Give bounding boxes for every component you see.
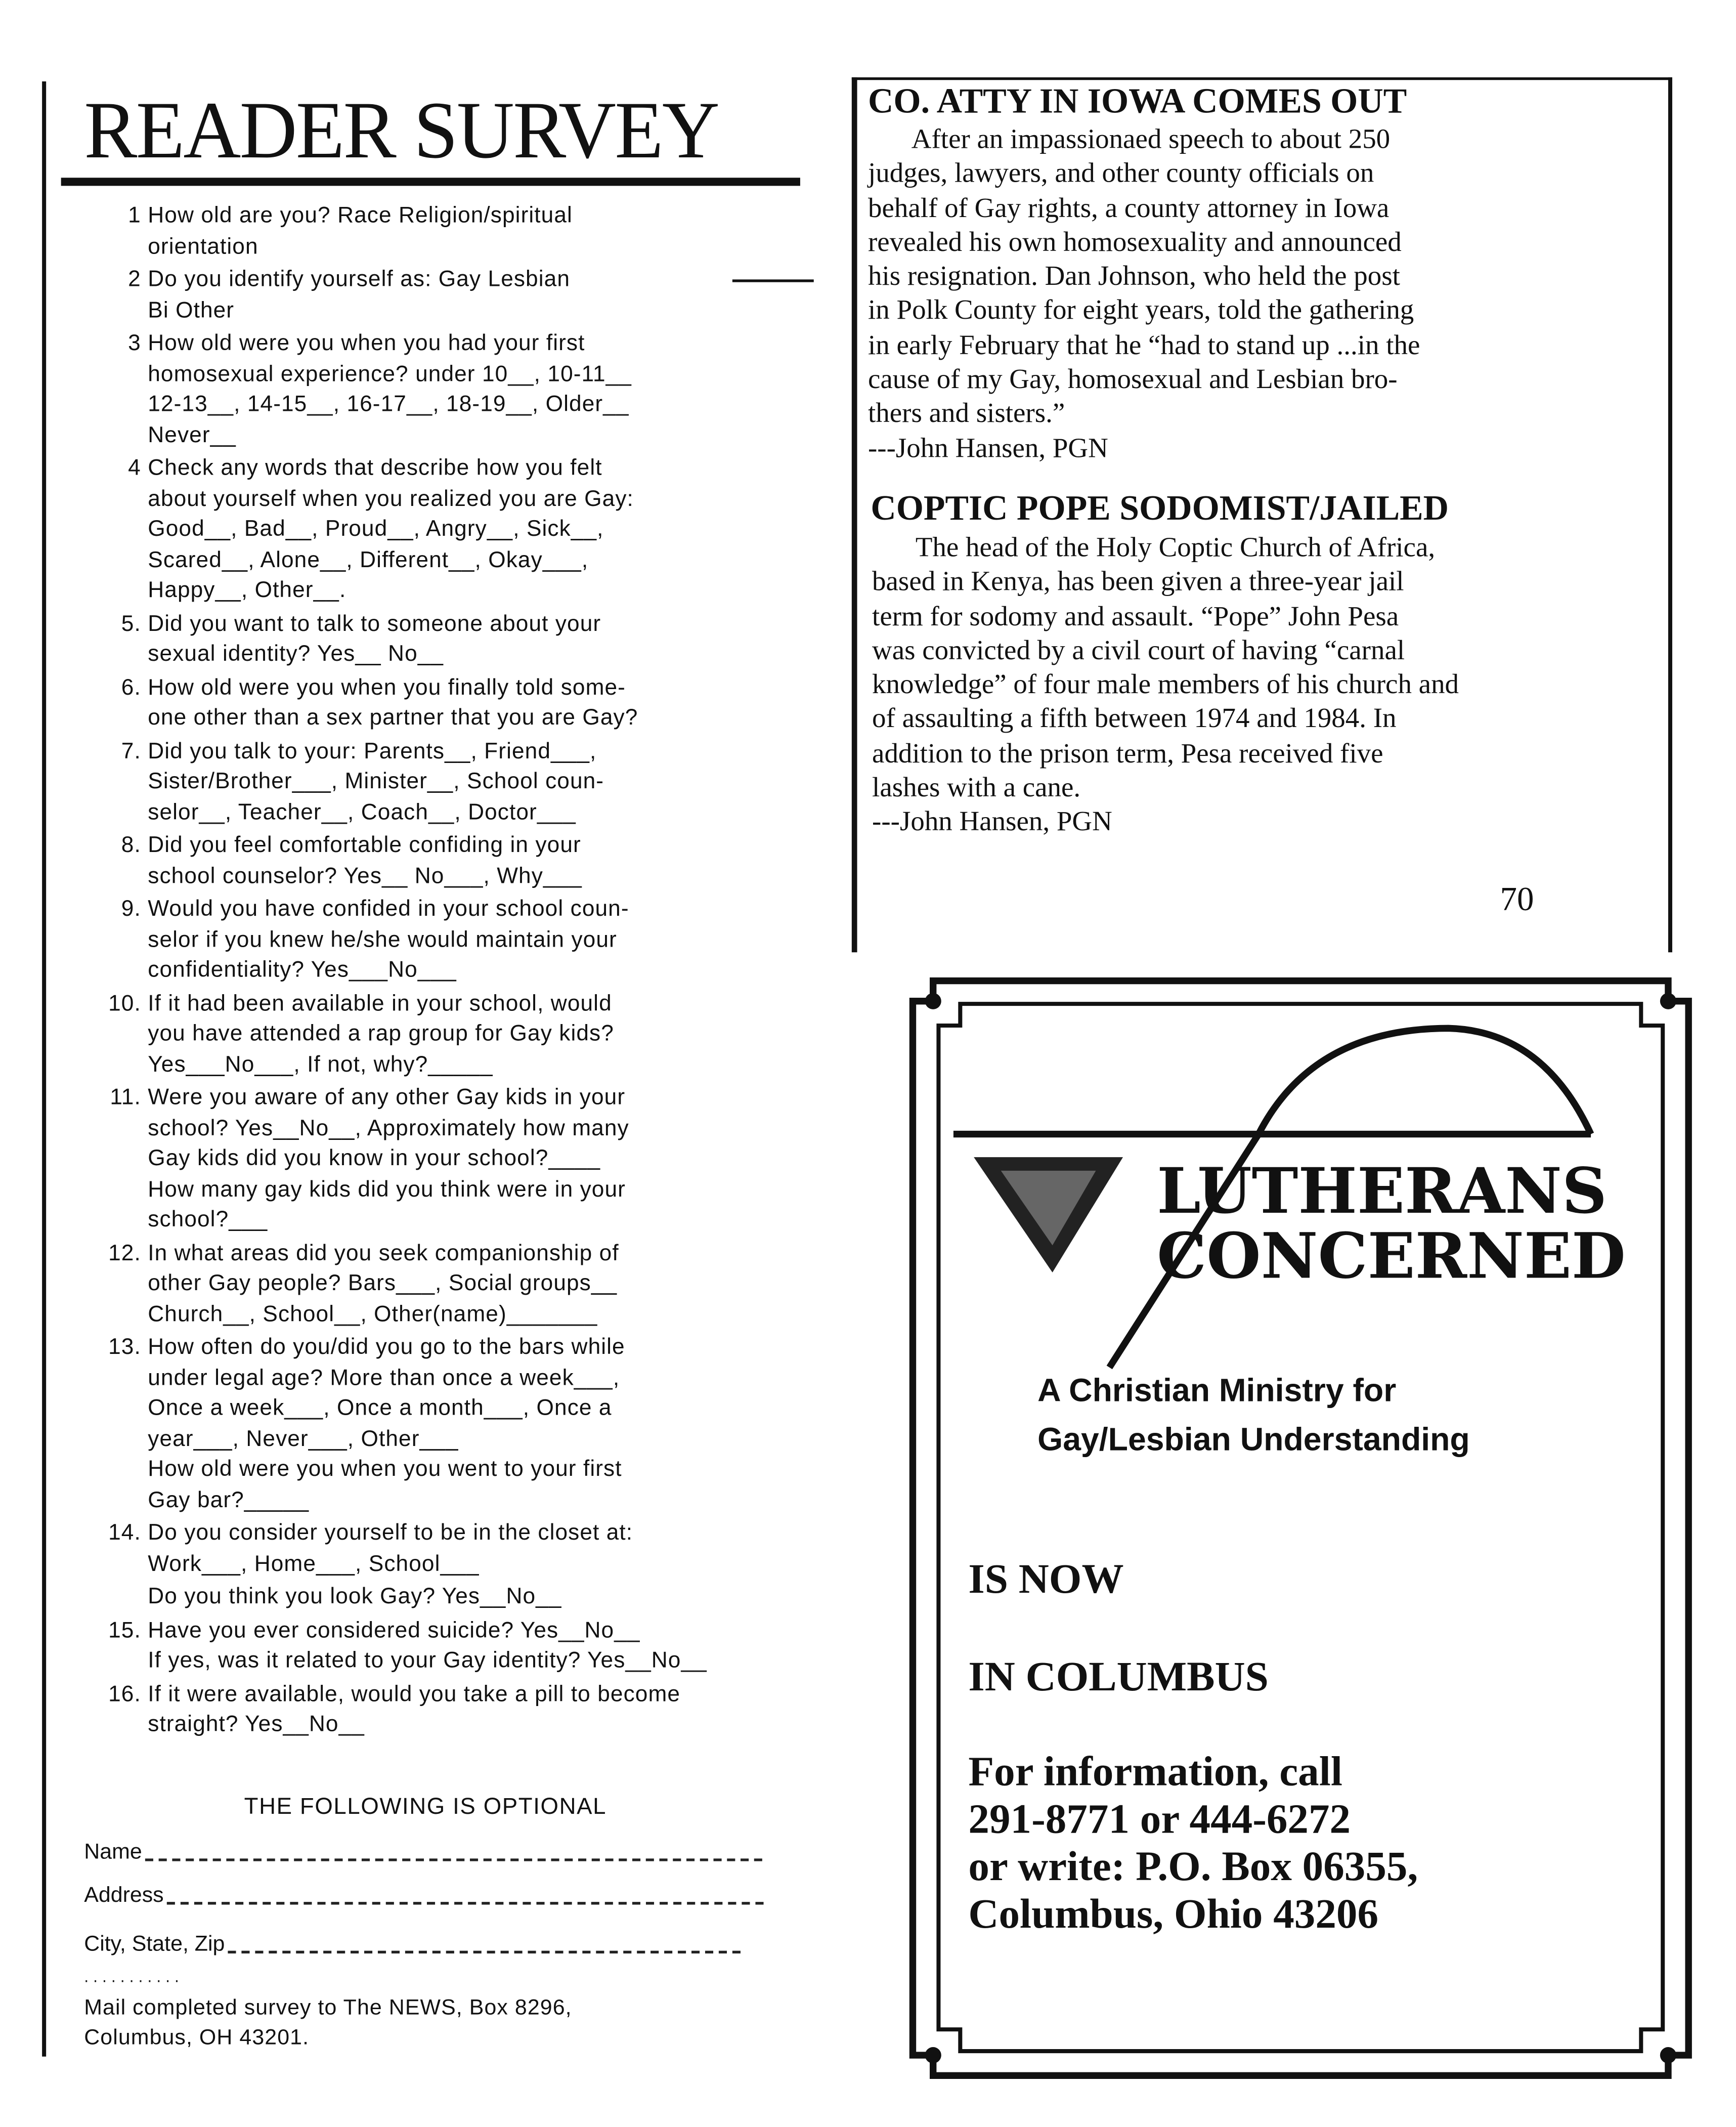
- question-line: Would you have confided in your school coun-: [148, 897, 629, 921]
- question-number: 4: [128, 455, 141, 481]
- question-line: Happy__, Other__.: [148, 578, 346, 603]
- question-line: Gay bar?_____: [148, 1487, 310, 1512]
- question-line: under legal age? More than once a week___,: [148, 1365, 620, 1390]
- address-field[interactable]: [84, 1883, 763, 1909]
- org-name-line: CONCERNED: [1157, 1219, 1626, 1293]
- question-text: [148, 830, 582, 891]
- article-byline: ---John Hansen, PGN: [872, 807, 1112, 838]
- question-line: confidentiality? Yes___No___: [148, 957, 457, 983]
- left-margin-rule: [42, 81, 46, 2057]
- question-text: [148, 265, 570, 326]
- question-number: 12.: [108, 1241, 141, 1265]
- question-line: In what areas did you seek companionship of: [148, 1241, 619, 1265]
- question-line: If it had been available in your school, would: [148, 991, 612, 1015]
- question-text: [148, 736, 604, 828]
- question-line: school? Yes__No__, Approximately how many: [148, 1116, 629, 1140]
- org-name: [1157, 1154, 1626, 1293]
- article2-headline: COPTIC POPE SODOMIST/JAILED: [871, 488, 1449, 528]
- org-name-line: LUTHERANS: [1157, 1154, 1607, 1228]
- question-number: 13.: [108, 1335, 141, 1359]
- survey-question: [81, 736, 814, 828]
- question-number: 2: [128, 267, 141, 292]
- phone-numbers: 291-8771 or 444-6272: [968, 1795, 1351, 1843]
- news-box-left-border: [852, 77, 857, 952]
- lutherans-concerned-ad: [906, 974, 1695, 2082]
- article-line: based in Kenya, has been given a three-year jail: [872, 567, 1404, 598]
- mail-line: Mail completed survey to The NEWS, Box 8296,: [84, 1996, 572, 2020]
- is-now: IS NOW: [968, 1554, 1124, 1602]
- question-line: How old were you when you went to your first: [148, 1457, 622, 1481]
- question-line: one other than a sex partner that you are Gay?: [148, 705, 638, 730]
- question-text: [148, 1518, 633, 1579]
- contact-line: For information, call: [968, 1747, 1342, 1795]
- article-line: After an impassionaed speech to about 250: [911, 124, 1391, 155]
- article1-body: [868, 123, 1420, 466]
- article-line: lashes with a cane.: [872, 773, 1081, 803]
- article-byline: ---John Hansen, PGN: [868, 434, 1108, 464]
- survey-question: [81, 830, 814, 891]
- question-line: about yourself when you realized you are Gay:: [148, 486, 634, 511]
- article-line: behalf of Gay rights, a county attorney in Iowa: [868, 193, 1390, 224]
- survey-question: [81, 1518, 814, 1579]
- survey-question: [81, 672, 814, 734]
- article-line: of assaulting a fifth between 1974 and 1984. In: [872, 704, 1397, 735]
- in-columbus: IN COLUMBUS: [968, 1652, 1269, 1700]
- news-box-right-border: [1668, 77, 1672, 952]
- question-text: [148, 1615, 707, 1676]
- question-text: [148, 1238, 619, 1330]
- city-state-zip-blank[interactable]: [228, 1951, 741, 1953]
- survey-title: READER SURVEY: [84, 85, 719, 175]
- question-number: 11.: [110, 1085, 141, 1110]
- survey-question: [81, 1615, 814, 1676]
- question-number: 16.: [108, 1681, 141, 1706]
- survey-question: [81, 453, 814, 606]
- question-number: 9.: [121, 897, 141, 921]
- title-underline: [61, 178, 800, 186]
- question-number: 1: [128, 203, 141, 228]
- question-text: [148, 1332, 625, 1515]
- question-text: [148, 609, 601, 670]
- article-line: in early February that he “had to stand up ...in the: [868, 330, 1420, 361]
- question-line: Scared__, Alone__, Different__, Okay___,: [148, 547, 589, 572]
- address-label: Address: [84, 1884, 164, 1907]
- logo-arc: [1258, 1028, 1591, 1134]
- question-line: homosexual experience? under 10__, 10-11__: [148, 361, 632, 386]
- page-number: 70: [1500, 881, 1534, 919]
- name-blank[interactable]: [145, 1858, 762, 1861]
- article-line: addition to the prison term, Pesa received five: [872, 739, 1383, 769]
- question-line: Did you talk to your: Parents__, Friend___,: [148, 738, 597, 763]
- article-line: in Polk County for eight years, told the gathering: [868, 296, 1414, 326]
- survey-question: [81, 201, 814, 262]
- survey-question: [81, 988, 814, 1080]
- city-state-zip-label: City, State, Zip: [84, 1933, 225, 1956]
- tagline-line: A Christian Ministry for: [1037, 1373, 1397, 1410]
- survey-question: [81, 328, 814, 450]
- question-line: orientation: [148, 234, 258, 259]
- city-state-zip-field[interactable]: [84, 1932, 740, 1958]
- question-line: Did you feel comfortable confiding in your: [148, 833, 581, 858]
- question-number: 15.: [108, 1618, 141, 1642]
- question-line: Did you want to talk to someone about your: [148, 611, 601, 636]
- question-text: [148, 1083, 629, 1236]
- question-number: 6.: [121, 674, 141, 700]
- article-line: was convicted by a civil court of having “carnal: [872, 636, 1405, 666]
- question-line: Bi Other: [148, 297, 235, 322]
- question-text: [148, 1679, 680, 1740]
- survey-question: [81, 609, 814, 670]
- article-line: thers and sisters.”: [868, 399, 1065, 430]
- article-line: judges, lawyers, and other county officials on: [868, 159, 1374, 189]
- article-line: cause of my Gay, homosexual and Lesbian bro-: [868, 365, 1398, 395]
- question-line: Do you identify yourself as: Gay Lesbian: [148, 267, 571, 292]
- survey-question: [81, 894, 814, 986]
- question-line: school?___: [148, 1207, 268, 1232]
- mail-instructions: [84, 1994, 572, 2054]
- question-line: 12-13__, 14-15__, 16-17__, 18-19__, Older__: [148, 392, 629, 417]
- news-box-top-border: [852, 77, 1672, 80]
- question-line: other Gay people? Bars___, Social groups__: [148, 1271, 618, 1296]
- question-line: Do you think you look Gay? Yes__No__: [148, 1584, 562, 1609]
- question-text: [148, 672, 638, 734]
- contact-line: Columbus, Ohio 43206: [968, 1889, 1379, 1937]
- question-line: Gay kids did you know in your school?____: [148, 1146, 601, 1171]
- question-line: sexual identity? Yes__ No__: [148, 642, 444, 666]
- question-line: Good__, Bad__, Proud__, Angry__, Sick__,: [148, 517, 604, 541]
- question-line: How old are you? Race Religion/spiritual: [148, 203, 573, 228]
- question-line: If it were available, would you take a pill to become: [148, 1681, 681, 1706]
- name-field[interactable]: [84, 1840, 762, 1865]
- question-number: 7.: [121, 738, 141, 763]
- question-number: 10.: [108, 991, 141, 1015]
- question-number: 8.: [121, 833, 141, 858]
- question-line: Work___, Home___, School___: [148, 1551, 480, 1576]
- article-line: his resignation. Dan Johnson, who held the post: [868, 262, 1400, 292]
- survey-question: [81, 1083, 814, 1236]
- survey-question: [81, 1238, 814, 1330]
- question-text: [148, 201, 573, 262]
- article-line: The head of the Holy Coptic Church of Africa,: [915, 533, 1436, 563]
- article-line: term for sodomy and assault. “Pope” John Pesa: [872, 602, 1399, 632]
- survey-question: [81, 265, 814, 326]
- question-line: selor if you knew he/she would maintain your: [148, 927, 617, 952]
- survey-question: [81, 1332, 814, 1515]
- article-line: revealed his own homosexuality and announced: [868, 228, 1402, 258]
- question-line: Were you aware of any other Gay kids in your: [148, 1085, 626, 1110]
- question-text: [148, 1582, 561, 1612]
- survey-question: [81, 1582, 814, 1612]
- question-line: straight? Yes__No__: [148, 1712, 365, 1736]
- question-number: 3: [128, 331, 141, 356]
- question-number: 14.: [108, 1520, 141, 1545]
- question-line: school counselor? Yes__ No___, Why___: [148, 863, 582, 888]
- dotted-separator: . . . . . . . . . . .: [84, 1967, 179, 1986]
- mail-line: Columbus, OH 43201.: [84, 2026, 310, 2050]
- contact-line: or write: P.O. Box 06355,: [968, 1842, 1418, 1890]
- tagline-line: Gay/Lesbian Understanding: [1037, 1421, 1470, 1459]
- question-line: How often do you/did you go to the bars while: [148, 1335, 625, 1359]
- question-text: [148, 453, 634, 606]
- article-line: knowledge” of four male members of his church and: [872, 670, 1459, 701]
- question-line: Church__, School__, Other(name)_______: [148, 1301, 598, 1326]
- question-line: Never__: [148, 422, 236, 447]
- question-line: If yes, was it related to your Gay identity? Yes__No__: [148, 1648, 707, 1673]
- question-line: Once a week___, Once a month___, Once a: [148, 1396, 612, 1421]
- question-line: Check any words that describe how you felt: [148, 455, 602, 481]
- question-line: How old were you when you had your first: [148, 331, 585, 356]
- question-number: [81, 1582, 148, 1612]
- question-line: How old were you when you finally told some-: [148, 674, 626, 700]
- optional-heading: THE FOLLOWING IS OPTIONAL: [244, 1793, 607, 1819]
- article2-body: [872, 532, 1459, 840]
- contact-info: [968, 1747, 1418, 1937]
- name-label: Name: [84, 1841, 142, 1864]
- question-line: How many gay kids did you think were in your: [148, 1176, 626, 1202]
- article1-headline: CO. ATTY IN IOWA COMES OUT: [868, 81, 1407, 121]
- question-line: Sister/Brother___, Minister__, School coun-: [148, 769, 604, 794]
- question-text: [148, 988, 614, 1080]
- question-number: 5.: [121, 611, 141, 636]
- question-line: Have you ever considered suicide? Yes__No__: [148, 1618, 640, 1642]
- question-line: Do you consider yourself to be in the closet at:: [148, 1520, 633, 1545]
- address-blank[interactable]: [166, 1902, 763, 1904]
- question-text: [148, 894, 629, 986]
- question-line: selor__, Teacher__, Coach__, Doctor___: [148, 799, 576, 824]
- question-line: year___, Never___, Other___: [148, 1426, 459, 1451]
- question-text: [148, 328, 632, 450]
- question-line: Yes___No___, If not, why?_____: [148, 1052, 493, 1077]
- survey-question: [81, 1679, 814, 1740]
- question-line: you have attended a rap group for Gay kids?: [148, 1021, 614, 1046]
- tagline: [1037, 1368, 1470, 1465]
- survey-questions: [81, 201, 814, 1742]
